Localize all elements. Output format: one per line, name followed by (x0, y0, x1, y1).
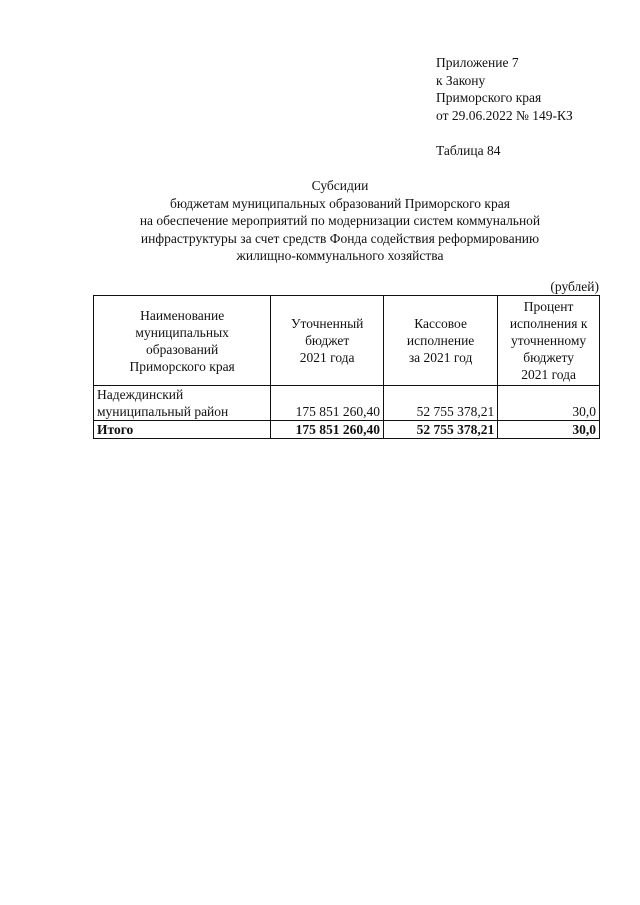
heading-line: жилищно-коммунального хозяйства (236, 248, 444, 263)
total-budget: 175 851 260,40 (271, 421, 384, 439)
heading-line: бюджетам муниципальных образований Приморского края (170, 195, 510, 211)
heading-line: инфраструктуры за счет средств Фонда содействия реформированию (140, 230, 540, 246)
percent-value: 30,0 (498, 386, 600, 421)
total-row (94, 421, 600, 439)
header-budget: Уточненный бюджет 2021 года (271, 296, 384, 386)
appendix-line: Приморского края (436, 90, 542, 105)
execution-value: 52 755 378,21 (384, 386, 498, 421)
total-label: Итого (94, 421, 271, 439)
table-header-row (94, 296, 600, 386)
header-municipality: Наименование муниципальных образований Приморского края (94, 296, 271, 386)
budget-value: 175 851 260,40 (271, 386, 384, 421)
total-execution: 52 755 378,21 (384, 421, 498, 439)
appendix-line: Приложение 7 (436, 55, 519, 70)
header-percent: Процент исполнения к уточненному бюджету 2021 года (498, 296, 600, 386)
municipality-name: Надеждинский муниципальный район (94, 386, 271, 421)
appendix-line: от 29.06.2022 № 149-КЗ (436, 107, 573, 123)
appendix-line: к Закону (436, 72, 486, 88)
units-label: (рублей) (550, 279, 599, 294)
header-execution: Кассовое исполнение за 2021 год (384, 296, 498, 386)
subsidy-table (93, 295, 600, 439)
heading-line: Субсидии (311, 178, 369, 193)
document-heading (60, 177, 620, 265)
table-row (94, 386, 600, 421)
total-percent: 30,0 (498, 421, 600, 439)
appendix-reference (436, 54, 573, 124)
heading-line: на обеспечение мероприятий по модернизации систем коммунальной (139, 213, 541, 228)
table-number: Таблица 84 (436, 143, 501, 158)
